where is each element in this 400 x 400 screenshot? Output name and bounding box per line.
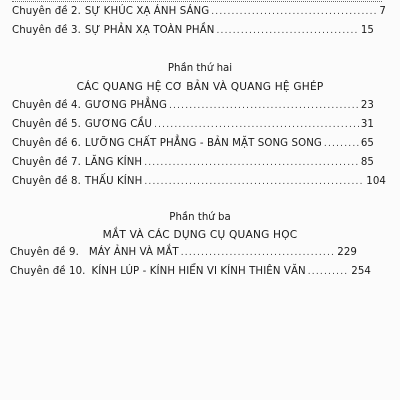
toc-entry-label: Chuyên đề 2. [12,6,81,17]
toc-entry-label: Chuyên đề 10. [10,266,86,277]
toc-entry [12,25,374,36]
part-title: MẮT VÀ CÁC DỤNG CỤ QUANG HỌC [102,229,298,241]
toc-entry-title: THẤU KÍNH [84,176,143,187]
dot-leader [154,120,359,130]
toc-entry-title: LƯỠNG CHẤT PHẲNG - BẢN MẶT SONG SONG [84,138,322,149]
dot-leader [144,177,364,187]
toc-entry-page: 254 [351,266,371,277]
cropped-previous-line [12,0,382,2]
toc-entry [12,100,374,111]
part-title: CÁC QUANG HỆ CƠ BẢN VÀ QUANG HỆ GHÉP [76,81,324,93]
toc-entry-page: 15 [360,25,374,36]
toc-entry-page: 7 [379,6,386,17]
toc-entry-title: LĂNG KÍNH [84,157,143,168]
toc-entry-label: Chuyên đề 3. [12,25,81,36]
toc-entry-title: SỰ PHẢN XẠ TOÀN PHẦN [84,25,215,36]
toc-entry-label: Chuyên đề 7. [12,157,81,168]
dot-leader [144,158,359,168]
toc-entry [12,6,386,17]
toc-entry-title: GƯƠNG PHẲNG [84,100,167,111]
toc-entry-page: 229 [337,247,357,258]
toc-entry [10,266,371,277]
toc-entry [10,247,357,258]
toc-entry [12,119,374,130]
toc-entry [12,138,374,149]
toc-entry-page: 85 [360,157,374,168]
dot-leader [181,248,336,258]
toc-entry-label: Chuyên đề 5. [12,119,81,130]
toc-entry-title: GƯƠNG CẦU [84,119,153,130]
toc-entry-page: 104 [366,176,386,187]
toc-entry-title: MÁY ẢNH VÀ MẮT [88,247,179,258]
dot-leader [324,139,359,149]
part-label: Phần thứ hai [167,63,233,74]
dot-leader [169,101,359,111]
toc-entry-label: Chuyên đề 8. [12,176,81,187]
toc-entry [12,157,374,168]
toc-entry-page: 31 [360,119,374,130]
toc-entry-page: 65 [360,138,374,149]
toc-entry-label: Chuyên đề 9. [10,247,79,258]
toc-entry-label: Chuyên đề 4. [12,100,81,111]
toc-entry-title: SỰ KHÚC XẠ ÁNH SÁNG [84,6,210,17]
toc-entry-title: KÍNH LÚP - KÍNH HIỂN VI KÍNH THIÊN VĂN [91,266,306,277]
dot-leader [216,26,358,36]
part-label: Phần thứ ba [169,212,231,223]
toc-entry-page: 23 [360,100,374,111]
toc-entry [12,176,386,187]
dot-leader [211,7,377,17]
dot-leader [308,267,350,277]
toc-entry-label: Chuyên đề 6. [12,138,81,149]
